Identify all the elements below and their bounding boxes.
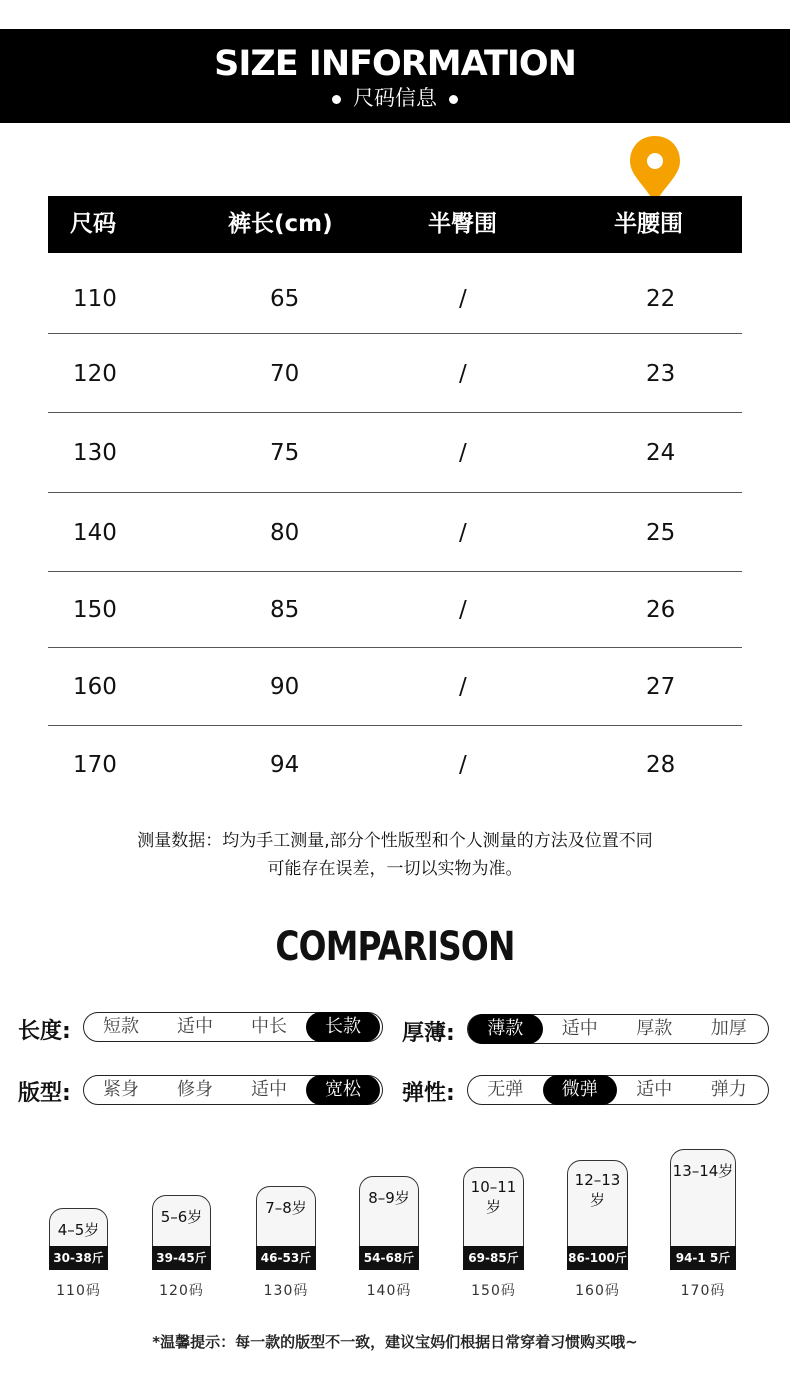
size-card-weight: 54-68斤 bbox=[359, 1246, 419, 1270]
banner-subtitle bbox=[0, 84, 790, 112]
attribute-option: 修身 bbox=[177, 1079, 213, 1100]
attribute-option: 加厚 bbox=[710, 1018, 747, 1039]
attribute-option-selected: 长款 bbox=[306, 1012, 380, 1042]
attribute-label: 厚薄: bbox=[402, 1021, 455, 1046]
cell-hip: / bbox=[459, 360, 467, 387]
size-card-weight: 86-100斤 bbox=[567, 1246, 628, 1270]
table-row bbox=[48, 492, 742, 572]
attribute-option: 适中 bbox=[177, 1016, 213, 1037]
size-card-weight: 39-45斤 bbox=[152, 1246, 211, 1270]
measurement-note-line2: 可能存在误差，一切以实物为准。 bbox=[267, 859, 523, 879]
table-row bbox=[48, 262, 742, 334]
cell-length: 65 bbox=[270, 285, 300, 312]
cell-length: 90 bbox=[270, 674, 300, 700]
attribute-option: 适中 bbox=[636, 1079, 673, 1100]
attribute-option-selected: 微弹 bbox=[543, 1075, 618, 1105]
attribute-option: 紧身 bbox=[103, 1079, 139, 1100]
attribute-label: 版型: bbox=[18, 1081, 71, 1106]
size-card-label: 110码 bbox=[56, 1283, 101, 1299]
cell-size: 130 bbox=[73, 440, 117, 466]
attribute-scale bbox=[467, 1075, 769, 1105]
attribute-option-selected: 薄款 bbox=[468, 1014, 543, 1044]
comparison-title: COMPARISON bbox=[275, 924, 515, 970]
bullet-dot-icon bbox=[449, 95, 458, 104]
size-table-header bbox=[48, 196, 742, 253]
size-card-age: 8–9岁 bbox=[368, 1189, 410, 1207]
attribute-scale bbox=[83, 1075, 383, 1105]
bullet-dot-icon bbox=[332, 95, 341, 104]
attribute-scale bbox=[83, 1012, 383, 1042]
cell-hip: / bbox=[459, 597, 467, 623]
cell-waist: 24 bbox=[646, 440, 676, 466]
size-card-weight: 30-38斤 bbox=[49, 1246, 108, 1270]
attribute-option: 短款 bbox=[103, 1016, 139, 1037]
size-card-weight: 69-85斤 bbox=[463, 1246, 524, 1270]
attribute-option: 无弹 bbox=[487, 1079, 524, 1100]
size-card-age: 4–5岁 bbox=[57, 1221, 100, 1239]
size-card bbox=[359, 1176, 419, 1270]
attribute-option: 适中 bbox=[251, 1079, 287, 1100]
attribute-option: 弹力 bbox=[710, 1079, 747, 1100]
header-length: 裤长(cm) bbox=[228, 211, 333, 237]
size-card-age: 13–14岁 bbox=[672, 1162, 734, 1180]
cell-length: 70 bbox=[270, 360, 300, 387]
cell-length: 75 bbox=[270, 440, 300, 466]
attribute-label: 长度: bbox=[18, 1019, 71, 1044]
cell-size: 160 bbox=[73, 674, 117, 700]
attribute-option: 中长 bbox=[251, 1016, 287, 1037]
attribute-option: 适中 bbox=[561, 1018, 598, 1039]
cell-length: 80 bbox=[270, 519, 300, 546]
banner-subtitle-text: 尺码信息 bbox=[353, 86, 437, 110]
cell-size: 150 bbox=[73, 597, 117, 623]
table-row bbox=[48, 647, 742, 726]
cell-length: 94 bbox=[270, 752, 300, 778]
size-card bbox=[670, 1149, 736, 1270]
size-card-weight: 46-53斤 bbox=[256, 1246, 316, 1270]
size-card-label: 150码 bbox=[471, 1283, 516, 1299]
size-card-weight: 94-1 5斤 bbox=[670, 1246, 736, 1270]
size-card bbox=[567, 1160, 628, 1270]
size-age-chart bbox=[0, 1140, 790, 1310]
size-card-age: 7–8岁 bbox=[265, 1199, 307, 1217]
attribute-label: 弹性: bbox=[402, 1081, 455, 1106]
measurement-note-line1: 测量数据：均为手工测量,部分个性版型和个人测量的方法及位置不同 bbox=[137, 831, 653, 851]
attribute-option: 厚款 bbox=[636, 1018, 673, 1039]
warm-tip: *温馨提示：每一款的版型不一致，建议宝妈们根据日常穿着习惯购买哦~ bbox=[152, 1333, 638, 1351]
table-row bbox=[48, 571, 742, 648]
size-card-label: 140码 bbox=[366, 1283, 412, 1299]
cell-size: 140 bbox=[73, 519, 117, 546]
header-hip: 半臀围 bbox=[428, 211, 497, 237]
size-card bbox=[463, 1167, 524, 1270]
cell-waist: 28 bbox=[646, 752, 676, 778]
size-card-age: 5–6岁 bbox=[160, 1208, 203, 1226]
header-banner bbox=[0, 29, 790, 123]
cell-waist: 25 bbox=[646, 519, 676, 546]
size-card-age: 10–11岁 bbox=[470, 1178, 517, 1216]
table-row bbox=[48, 333, 742, 413]
header-waist: 半腰围 bbox=[614, 211, 683, 237]
size-card bbox=[152, 1195, 211, 1270]
cell-hip: / bbox=[459, 285, 467, 312]
cell-size: 120 bbox=[73, 360, 117, 387]
cell-size: 110 bbox=[73, 285, 117, 312]
attribute-scale bbox=[467, 1014, 769, 1044]
banner-title: SIZE INFORMATION bbox=[214, 44, 576, 84]
size-card-label: 130码 bbox=[263, 1283, 309, 1299]
cell-size: 170 bbox=[73, 752, 117, 778]
size-card bbox=[49, 1208, 108, 1270]
cell-waist: 22 bbox=[646, 285, 676, 312]
cell-hip: / bbox=[459, 519, 467, 546]
size-card-label: 170码 bbox=[680, 1283, 726, 1299]
table-row bbox=[48, 725, 742, 803]
cell-hip: / bbox=[459, 752, 467, 778]
size-card-label: 160码 bbox=[575, 1283, 620, 1299]
size-card-age: 12–13岁 bbox=[574, 1171, 621, 1209]
attribute-option-selected: 宽松 bbox=[306, 1075, 380, 1105]
cell-hip: / bbox=[459, 440, 467, 466]
cell-waist: 26 bbox=[646, 597, 676, 623]
cell-hip: / bbox=[459, 674, 467, 700]
cell-waist: 27 bbox=[646, 674, 676, 700]
size-card bbox=[256, 1186, 316, 1270]
table-row bbox=[48, 412, 742, 493]
cell-length: 85 bbox=[270, 597, 300, 623]
header-size: 尺码 bbox=[70, 211, 116, 237]
cell-waist: 23 bbox=[646, 360, 676, 387]
size-card-label: 120码 bbox=[159, 1283, 204, 1299]
